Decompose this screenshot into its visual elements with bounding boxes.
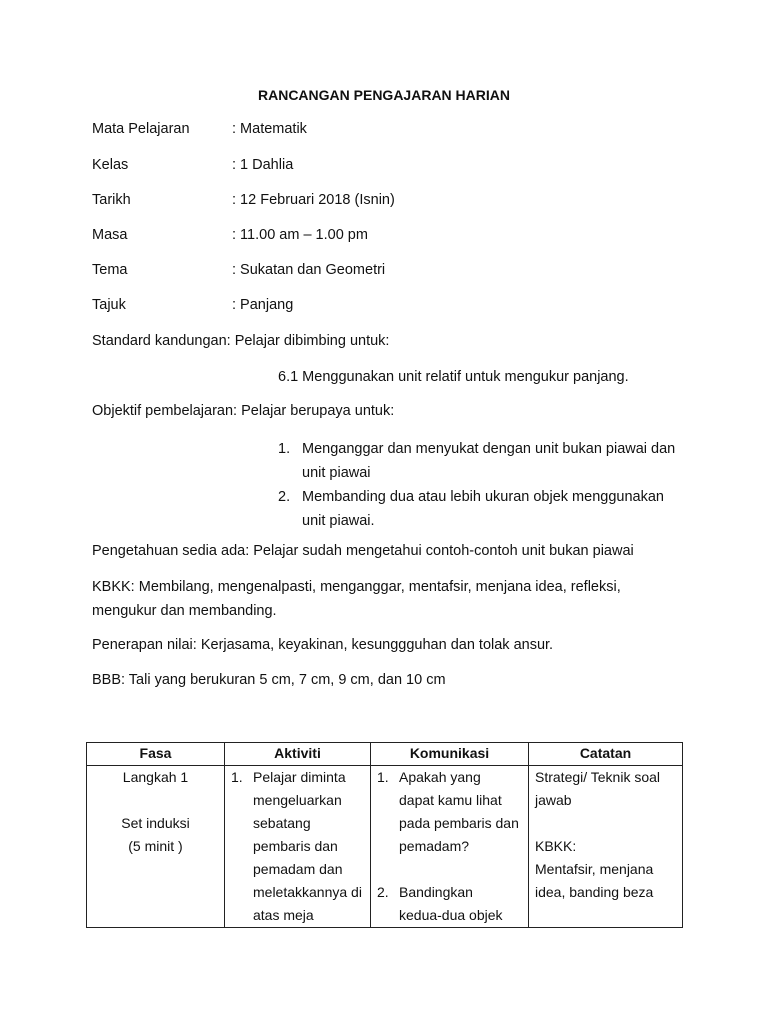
kbkk-paragraph (92, 575, 652, 623)
aktiviti-line: pemadam dan (253, 861, 343, 877)
komunikasi-item (371, 881, 528, 927)
aktiviti-line: atas meja (253, 907, 314, 923)
field-tarikh (92, 192, 692, 212)
field-tajuk (92, 297, 692, 317)
list-number: 1. (231, 769, 243, 785)
objektif-list (278, 437, 678, 533)
bbb-line: BBB: Tali yang berukuran 5 cm, 7 cm, 9 cm, dan 10 cm (92, 672, 446, 688)
field-label: Tarikh (92, 192, 131, 208)
field-kelas (92, 157, 692, 177)
list-item (278, 437, 678, 485)
field-value: : Sukatan dan Geometri (232, 262, 386, 278)
field-label: Tema (92, 262, 128, 278)
fasa-cell (87, 766, 225, 928)
kbkk-line: mengukur dan membanding. (92, 603, 277, 619)
aktiviti-line: sebatang (253, 815, 311, 831)
lesson-plan-table (86, 742, 683, 928)
column-header-aktiviti: Aktiviti (225, 743, 371, 766)
komunikasi-line: pada pembaris dan (399, 815, 519, 831)
page-title: RANCANGAN PENGAJARAN HARIAN (257, 87, 510, 103)
aktiviti-cell (225, 766, 371, 928)
pengetahuan-sedia-ada: Pengetahuan sedia ada: Pelajar sudah mengetahui contoh-contoh unit bukan piawai (92, 543, 634, 559)
aktiviti-line: mengeluarkan (253, 792, 342, 808)
field-value: : Panjang (232, 297, 294, 313)
field-label: Kelas (92, 157, 129, 173)
column-header-fasa: Fasa (87, 743, 225, 766)
catatan-line: Mentafsir, menjana (535, 861, 654, 877)
catatan-cell (529, 766, 683, 928)
catatan-kbkk-label: KBKK: (535, 838, 577, 854)
list-item-line: Membanding dua atau lebih ukuran objek menggunakan (302, 489, 664, 505)
aktiviti-line: meletakkannya di (253, 884, 362, 900)
komunikasi-line: Apakah yang (399, 769, 481, 785)
field-value: : 11.00 am – 1.00 pm (232, 227, 368, 243)
aktiviti-item (225, 766, 370, 927)
aktiviti-line: Pelajar diminta (253, 769, 346, 785)
table-row (87, 766, 683, 928)
field-label: Tajuk (92, 297, 126, 313)
fasa-time: (5 minit ) (128, 838, 183, 854)
list-item (278, 485, 678, 533)
komunikasi-line: kedua-dua objek (399, 907, 503, 923)
catatan-line: Strategi/ Teknik soal (535, 769, 661, 785)
field-mata-pelajaran (92, 121, 692, 141)
kbkk-line: KBKK: Membilang, mengenalpasti, menganggar, mentafsir, menjana idea, refleksi, (92, 579, 621, 595)
list-number: 2. (377, 884, 389, 900)
catatan-line: jawab (535, 792, 572, 808)
list-item-line: unit piawai (302, 465, 371, 481)
catatan-line: idea, banding beza (535, 884, 654, 900)
field-label: Masa (92, 227, 128, 243)
list-number: 1. (278, 441, 291, 457)
list-item-line: Menganggar dan menyukat dengan unit bukan piawai dan (302, 441, 676, 457)
field-value: : Matematik (232, 121, 307, 137)
komunikasi-line: dapat kamu lihat (399, 792, 502, 808)
komunikasi-line: pemadam? (399, 838, 470, 854)
field-label: Mata Pelajaran (92, 121, 190, 137)
aktiviti-line: pembaris dan (253, 838, 338, 854)
list-number: 1. (377, 769, 389, 785)
list-item-line: unit piawai. (302, 513, 375, 529)
standard-kandungan-label: Standard kandungan: Pelajar dibimbing untuk: (92, 333, 390, 349)
field-tema (92, 262, 692, 282)
column-header-catatan: Catatan (529, 743, 683, 766)
list-number: 2. (278, 489, 291, 505)
fasa-name: Set induksi (121, 815, 190, 831)
field-value: : 1 Dahlia (232, 157, 294, 173)
penerapan-nilai: Penerapan nilai: Kerjasama, keyakinan, kesunggguhan dan tolak ansur. (92, 637, 554, 653)
field-value: : 12 Februari 2018 (Isnin) (232, 192, 395, 208)
fasa-langkah: Langkah 1 (122, 769, 189, 785)
standard-kandungan-item: 6.1 Menggunakan unit relatif untuk mengukur panjang. (278, 369, 629, 385)
table-header-row (87, 743, 683, 766)
komunikasi-cell (371, 766, 529, 928)
komunikasi-line: Bandingkan (399, 884, 473, 900)
field-masa (92, 227, 692, 247)
komunikasi-item (371, 766, 528, 858)
objektif-label: Objektif pembelajaran: Pelajar berupaya untuk: (92, 403, 395, 419)
column-header-komunikasi: Komunikasi (371, 743, 529, 766)
